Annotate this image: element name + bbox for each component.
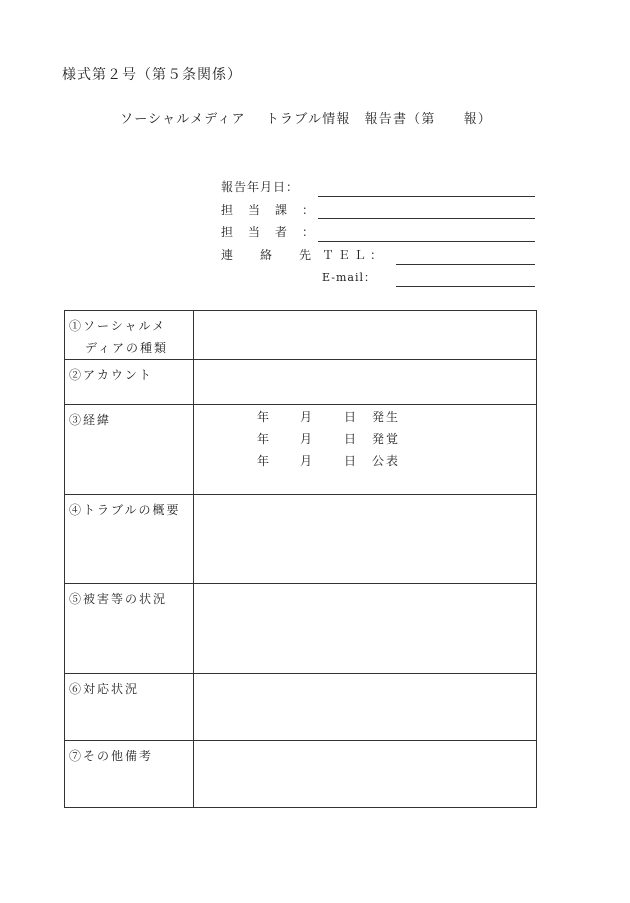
title-part-1: ソーシャルメディア	[120, 112, 246, 127]
damage-status-cell[interactable]	[194, 584, 537, 674]
day-label: 日	[344, 410, 357, 424]
table-row	[65, 674, 537, 741]
department-field[interactable]	[318, 218, 535, 219]
row-label-other-notes: ⑦その他備考	[65, 741, 194, 808]
date-row-publication	[194, 450, 536, 472]
contact-label: 連絡先	[221, 248, 339, 262]
table-row	[65, 405, 537, 495]
row-label-media-type	[65, 311, 194, 360]
year-label: 年	[257, 410, 270, 424]
month-label: 月	[300, 454, 313, 468]
title-part-4: 報）	[463, 112, 492, 127]
date-row-occurrence	[194, 406, 536, 428]
table-row	[65, 311, 537, 360]
year-label: 年	[257, 454, 270, 468]
other-notes-cell[interactable]	[194, 741, 537, 808]
day-label: 日	[344, 432, 357, 446]
report-date-field[interactable]	[318, 196, 535, 197]
day-label: 日	[344, 454, 357, 468]
table-row	[65, 584, 537, 674]
title-part-2: トラブル情報	[265, 112, 351, 127]
report-date-label: 報告年月日：	[221, 180, 300, 194]
year-label: 年	[257, 432, 270, 446]
response-status-cell[interactable]	[194, 674, 537, 741]
row-label-account: ②アカウント	[65, 360, 194, 405]
row-label-damage-status: ⑤被害等の状況	[65, 584, 194, 674]
event-discovery: 発覚	[372, 432, 401, 446]
person-field[interactable]	[318, 241, 535, 242]
event-publication: 公表	[372, 454, 401, 468]
history-cell[interactable]	[194, 405, 537, 495]
email-label: E-mail：	[322, 271, 376, 284]
tel-label: ＴＥＬ：	[322, 248, 387, 262]
row-label-trouble-summary: ④トラブルの概要	[65, 495, 194, 584]
media-type-cell[interactable]	[194, 311, 537, 360]
table-row	[65, 360, 537, 405]
event-occurrence: 発生	[372, 410, 401, 424]
row-label-response-status: ⑥対応状況	[65, 674, 194, 741]
month-label: 月	[300, 410, 313, 424]
form-number: 様式第２号（第５条関係）	[62, 67, 242, 83]
row-label-line-2: ディアの種類	[85, 341, 169, 355]
trouble-summary-cell[interactable]	[194, 495, 537, 584]
row-label-line-1: ①ソーシャルメ	[69, 319, 167, 333]
person-label: 担当者：	[221, 225, 330, 239]
title-part-3: 報告書（第	[364, 112, 436, 127]
document-title	[120, 108, 492, 127]
table-row	[65, 741, 537, 808]
report-table	[64, 310, 537, 808]
date-row-discovery	[194, 428, 536, 450]
row-label-history: ③経緯	[65, 405, 194, 495]
email-field[interactable]	[396, 286, 535, 287]
tel-field[interactable]	[396, 264, 535, 265]
month-label: 月	[300, 432, 313, 446]
department-label: 担当課：	[221, 203, 330, 217]
account-cell[interactable]	[194, 360, 537, 405]
table-row	[65, 495, 537, 584]
